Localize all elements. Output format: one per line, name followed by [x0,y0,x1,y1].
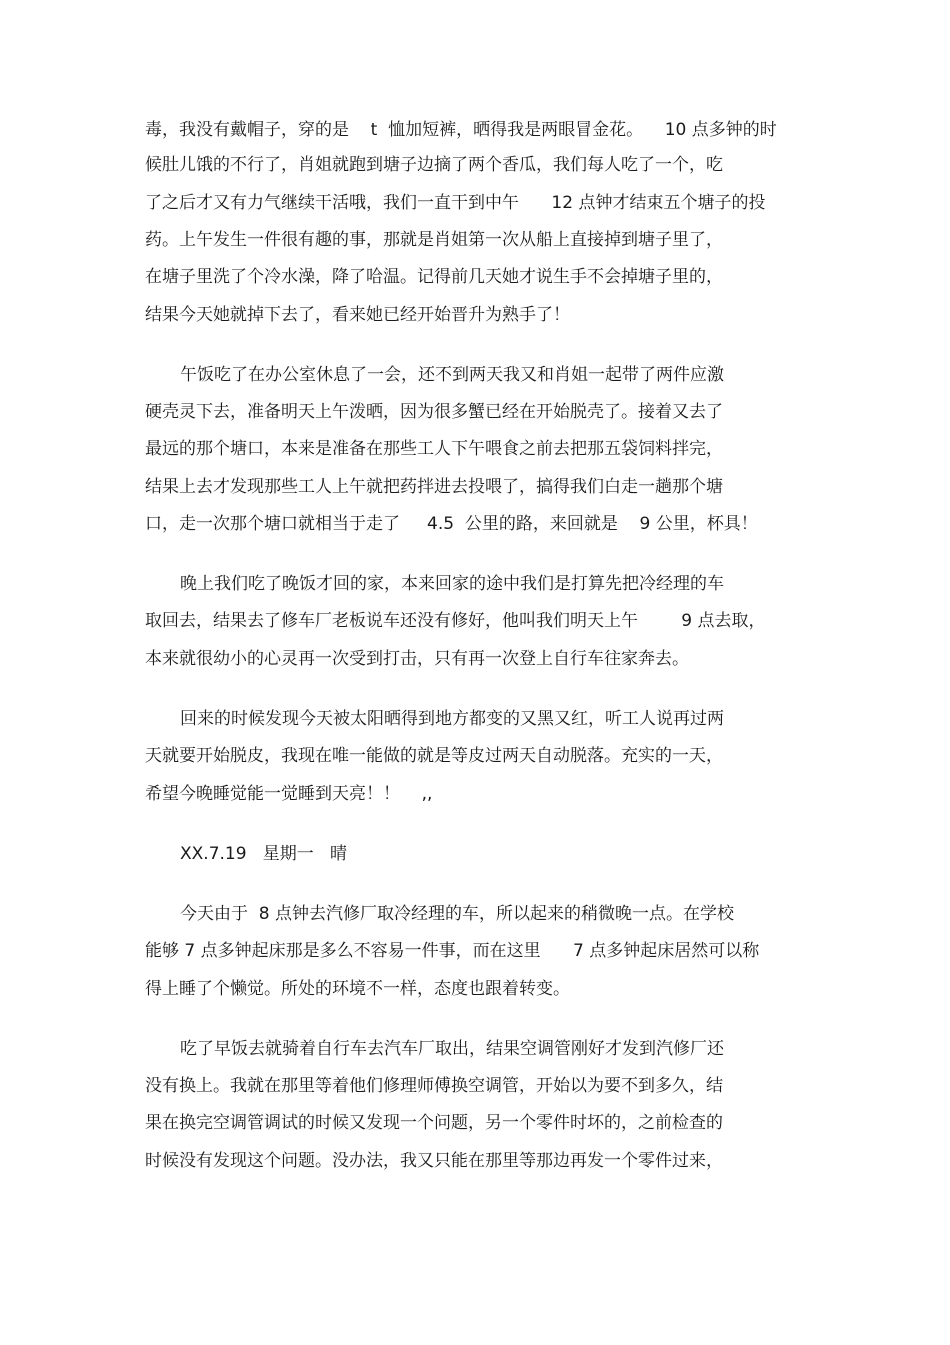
text-line: 候肚儿饿的不行了，肖姐就跑到塘子边摘了两个香瓜，我们每人吃了一个，吃 [145,155,723,175]
text-line: 午饭吃了在办公室休息了一会，还不到两天我又和肖姐一起带了两件应激 [180,365,724,385]
text-line: 毒，我没有戴帽子，穿的是 t 恤加短裤，晒得我是两眼冒金花。 10 点多钟的时 [145,120,777,140]
text-line: 晚上我们吃了晚饭才回的家，本来回家的途中我们是打算先把冷经理的车 [180,574,724,594]
text-line: XX.7.19 星期一 晴 [180,844,347,864]
text-line: 取回去，结果去了修车厂老板说车还没有修好，他叫我们明天上午 9 点去取， [145,611,766,631]
text-line: 回来的时候发现今天被太阳晒得到地方都变的又黑又红，听工人说再过两 [180,709,724,729]
text-line: 最远的那个塘口，本来是准备在那些工人下午喂食之前去把那五袋饲料拌完， [145,439,723,459]
text-line: 天就要开始脱皮，我现在唯一能做的就是等皮过两天自动脱落。充实的一天， [145,746,723,766]
text-line: 在塘子里洗了个冷水澡，降了哈温。记得前几天她才说生手不会掉塘子里的， [145,267,723,287]
text-line: 果在换完空调管调试的时候又发现一个问题，另一个零件时坏的，之前检查的 [145,1113,723,1133]
text-line: 时候没有发现这个问题。没办法，我又只能在那里等那边再发一个零件过来， [145,1151,723,1171]
text-line: 今天由于 8 点钟去汽修厂取冷经理的车，所以起来的稍微晚一点。在学校 [180,904,735,924]
text-line: 结果上去才发现那些工人上午就把药拌进去投喂了，搞得我们白走一趟那个塘 [145,477,723,497]
text-line: 结果今天她就掉下去了，看来她已经开始晋升为熟手了！ [145,305,570,325]
text-line: 药。上午发生一件很有趣的事，那就是肖姐第一次从船上直接掉到塘子里了， [145,230,723,250]
text-line: 希望今晚睡觉能一觉睡到天亮！！ ,, [145,784,433,804]
text-line: 口，走一次那个塘口就相当于走了 4.5 公里的路，来回就是 9 公里，杯具！ [145,514,758,534]
text-line: 得上睡了个懒觉。所处的环境不一样，态度也跟着转变。 [145,979,570,999]
text-line: 吃了早饭去就骑着自行车去汽车厂取出，结果空调管刚好才发到汽修厂还 [180,1039,724,1059]
text-line: 本来就很幼小的心灵再一次受到打击，只有再一次登上自行车往家奔去。 [145,649,689,669]
text-line: 没有换上。我就在那里等着他们修理师傅换空调管，开始以为要不到多久，结 [145,1076,723,1096]
text-line: 了之后才又有力气继续干活哦，我们一直干到中午 12 点钟才结束五个塘子的投 [145,193,766,213]
text-line: 硬壳灵下去，准备明天上午泼晒，因为很多蟹已经在开始脱壳了。接着又去了 [145,402,723,422]
text-line: 能够 7 点多钟起床那是多么不容易一件事，而在这里 7 点多钟起床居然可以称 [145,941,760,961]
